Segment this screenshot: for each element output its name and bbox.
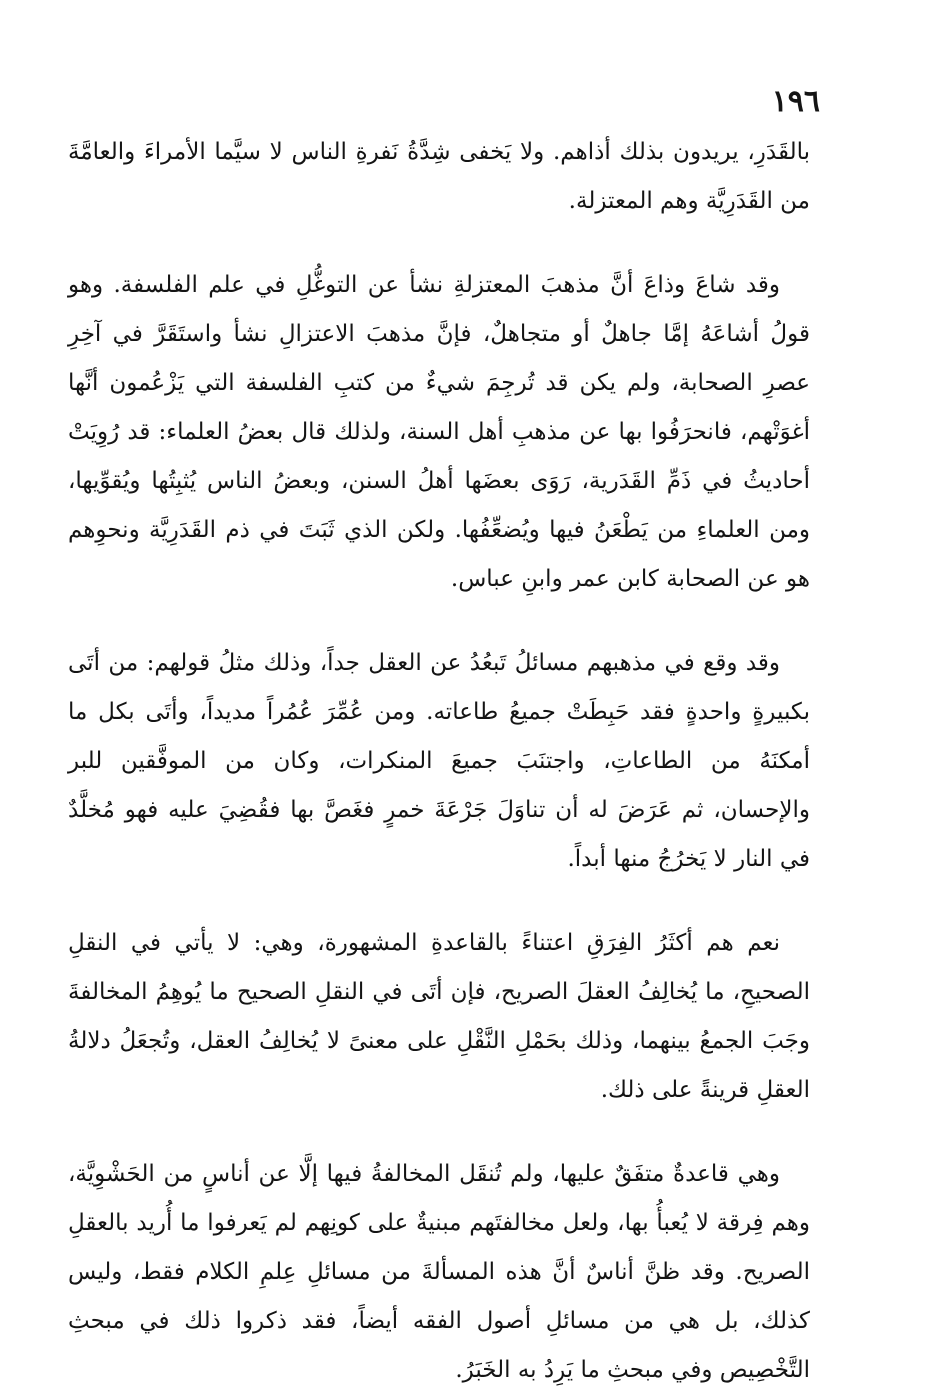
paragraph-3: وقد وقع في مذهبهم مسائلُ تَبعُدُ عن العقل جداً، وذلك مثلُ قولهم: من أتَى بكبيرةٍ واحدةٍ فقد حَبِطَتْ جميعُ طاعاته. ومن عُمِّرَ عُمُراً مديداً، وأتَى بكل ما أمكنَهُ من الطاعاتِ، واجتنَبَ جميعَ المنكرات، وكان من الموفَّقين للبر والإحسان، ثم عَرَضَ له أن تناوَلَ جَرْعَةَ خمرٍ فغَصَّ بها فقُضِيَ عليه فهو مُخلَّدٌ في النار لا يَخرُجُ منها أبداً.	[68, 650, 810, 872]
paragraph-1: بالقَدَرِ، يريدون بذلك أذاهم. ولا يَخفى شِدَّةُ نَفرةِ الناس لا سيَّما الأمراءَ والعامَّةَ من القَدَرِيَّة وهم المعتزلة.	[68, 139, 810, 214]
paragraph-2: وقد شاعَ وذاعَ أنَّ مذهبَ المعتزلةِ نشأ عن التوغُّلِ في علم الفلسفة. وهو قولُ أشاعَهُ إمَّا جاهلٌ أو متجاهلٌ، فإنَّ مذهبَ الاعتزالِ نشأ واستَقَرَّ في آخِرِ عصرِ الصحابة، ولم يكن قد تُرجِمَ شيءٌ من كتبِ الفلسفة التي يَزْعُمون أنَّها أغوَتْهم، فانحرَفُوا بها عن مذهبِ أهل السنة، ولذلك قال بعضُ العلماء: قد رُوِيَتْ أحاديثُ في ذَمِّ القَدَرية، رَوَى بعضَها أهلُ السنن، وبعضُ الناس يُثبِتُها ويُقوِّيها، ومن العلماءِ من يَطْعَنُ فيها ويُضعِّفُها. ولكن الذي ثَبَتَ في ذم القَدَرِيَّة ونحوِهم هو عن الصحابة كابن عمر وابنِ عباس.	[68, 272, 810, 592]
paragraph-5: وهي قاعدةٌ متفَقٌ عليها، ولم تُنقَل المخالفةُ فيها إلَّا عن أناسٍ من الحَشْوِيَّة، وهم فِرقة لا يُعبأُ بها، ولعل مخالفتَهم مبنيةٌ على كونِهم لم يَعرفوا ما أُريد بالعقلِ الصريح. وقد ظنَّ أناسٌ أنَّ هذه المسألةَ من مسائلِ عِلمِ الكلام فقط، وليس كذلك، بل هي من مسائلِ أصول الفقه أيضاً، فقد ذكروا ذلك في مبحثِ التَّخْصِيص وفي مبحثِ ما يَرِدُ به الخَبَرُ.	[68, 1161, 810, 1383]
page-body	[68, 128, 810, 1395]
paragraph-4: نعم هم أكثَرُ الفِرَقِ اعتناءً بالقاعدةِ المشهورة، وهي: لا يأتي في النقلِ الصحيحِ، ما يُخالِفُ العقلَ الصريح، فإن أتَى في النقلِ الصحيح ما يُوهِمُ المخالفةَ وجَبَ الجمعُ بينهما، وذلك بحَمْلِ النَّقْلِ على معنىً لا يُخالِفُ العقل، وتُجعَلُ دلالةُ العقلِ قرينةً على ذلك.	[68, 930, 810, 1103]
page-number: ١٩٦	[771, 84, 820, 119]
